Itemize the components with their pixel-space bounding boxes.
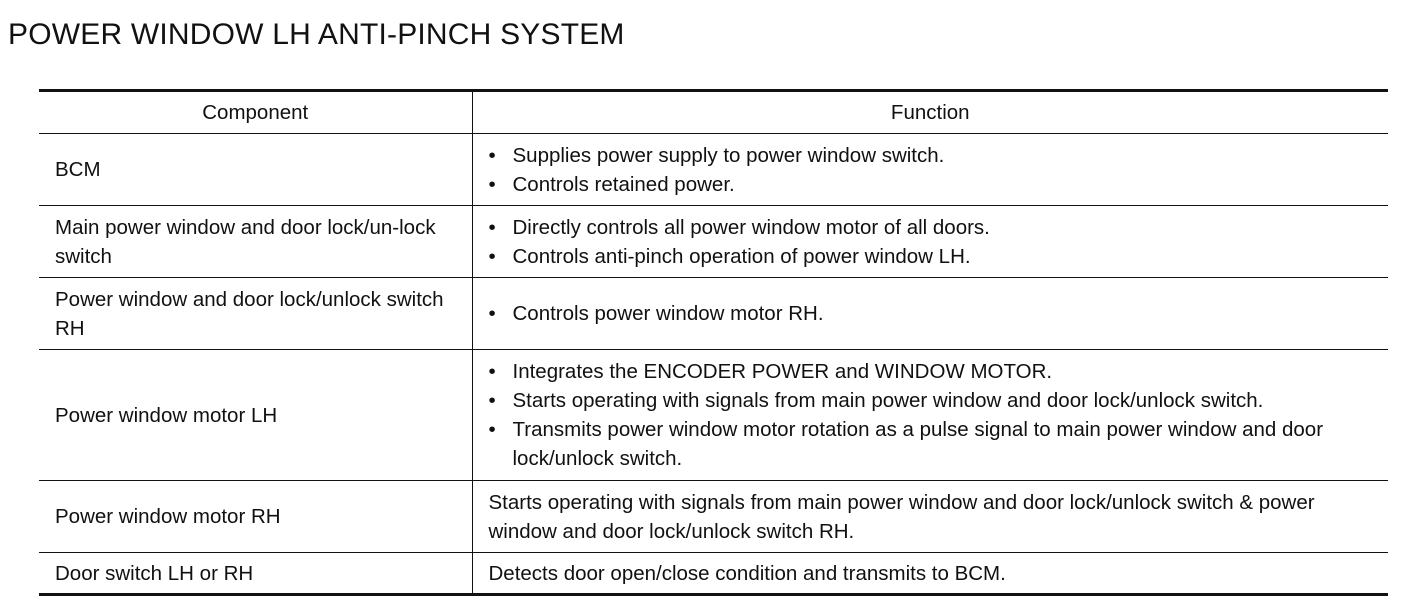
table-row [39,553,1388,595]
component-column-header: Component [39,91,472,134]
table-row [39,278,1388,350]
component-cell: Main power window and door lock/un-lock switch [39,206,472,278]
function-item: • Directly controls all power window motor of all doors. [489,213,1375,242]
function-cell [472,206,1388,278]
function-item: • Controls power window motor RH. [489,299,1375,328]
function-cell [472,134,1388,206]
function-item: • Supplies power supply to power window switch. [489,141,1375,170]
table-row [39,206,1388,278]
function-item: • Transmits power window motor rotation as a pulse signal to main power window and door lock/unlock switch. [489,415,1375,473]
table-header-row [39,91,1388,134]
function-item: • Starts operating with signals from main power window and door lock/unlock switch. [489,386,1375,415]
component-cell: Power window motor RH [39,481,472,553]
page-title: POWER WINDOW LH ANTI-PINCH SYSTEM [8,18,625,51]
function-cell [472,350,1388,481]
function-cell [472,278,1388,350]
function-list [489,213,1375,271]
table-row [39,134,1388,206]
component-cell: Power window motor LH [39,350,472,481]
function-list [489,299,1375,328]
component-cell: BCM [39,134,472,206]
function-cell: Starts operating with signals from main power window and door lock/unlock switch & power window and door lock/unlock switch RH. [472,481,1388,553]
component-cell: Door switch LH or RH [39,553,472,595]
function-item: • Integrates the ENCODER POWER and WINDOW MOTOR. [489,357,1375,386]
table-row [39,350,1388,481]
function-cell: Detects door open/close condition and transmits to BCM. [472,553,1388,595]
function-column-header: Function [472,91,1388,134]
function-item: • Controls anti-pinch operation of power window LH. [489,242,1375,271]
component-cell: Power window and door lock/unlock switch RH [39,278,472,350]
function-list [489,357,1375,473]
function-item: • Controls retained power. [489,170,1375,199]
function-list [489,141,1375,199]
table-row [39,481,1388,553]
component-function-table [39,89,1388,596]
